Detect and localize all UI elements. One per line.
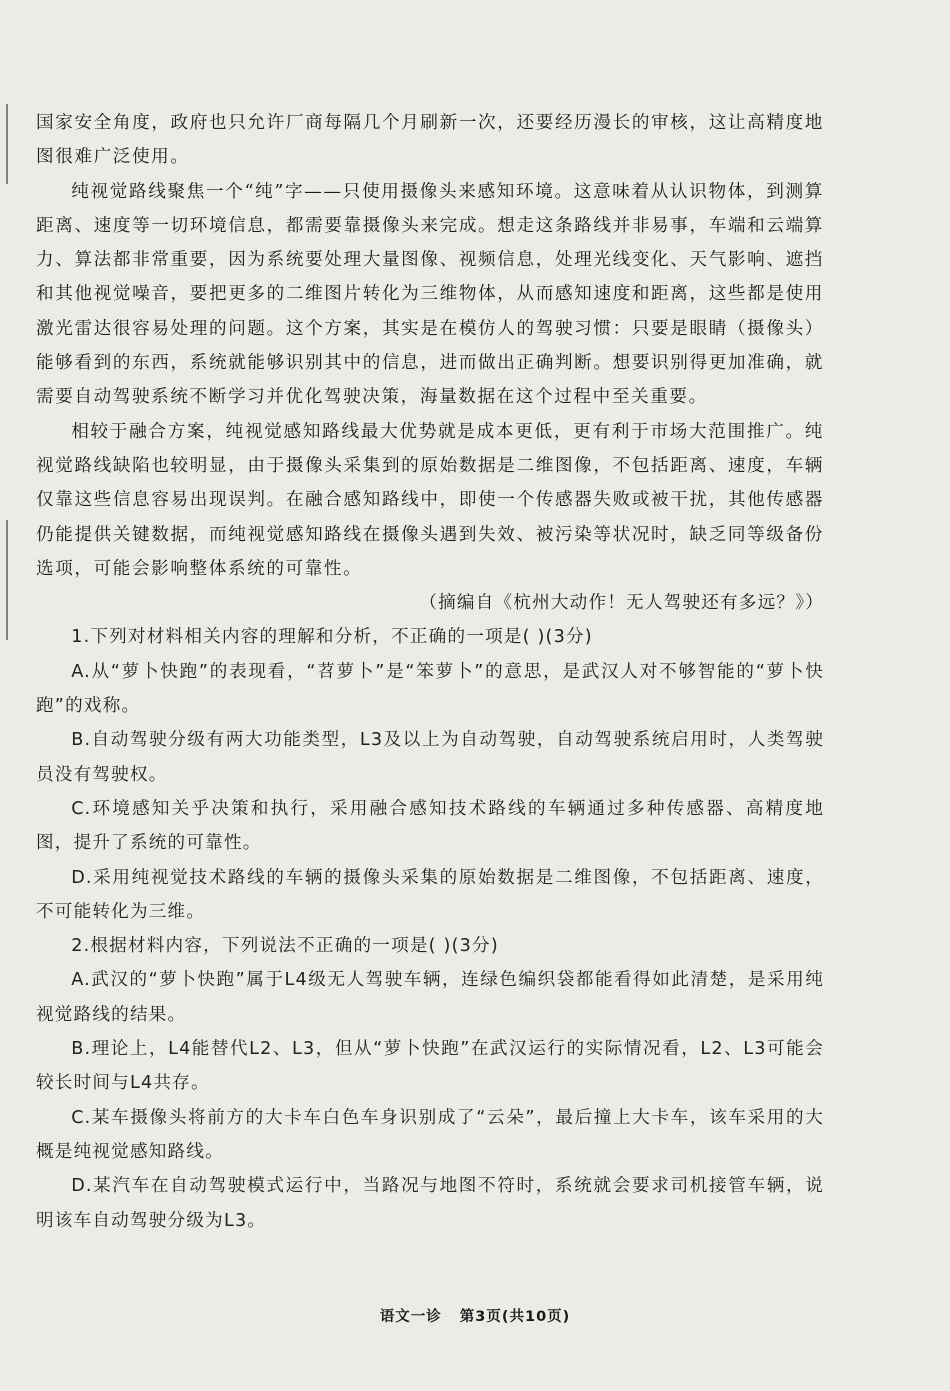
footer-page-number: 第3页(共10页) xyxy=(459,1309,571,1325)
question-option: C.环境感知关乎决策和执行，采用融合感知技术路线的车辆通过多种传感器、高精度地图，提升了系统的可靠性。 xyxy=(36,798,824,854)
page-content xyxy=(36,106,824,1238)
question-option: D.某汽车在自动驾驶模式运行中，当路况与地图不符时，系统就会要求司机接管车辆，说明该车自动驾驶分级为L3。 xyxy=(36,1176,824,1231)
question-stem: 1.下列对材料相关内容的理解和分析，不正确的一项是( )(3分) xyxy=(71,627,593,648)
footer-subject: 语文一诊 xyxy=(379,1309,442,1325)
question-stem: 2.根据材料内容，下列说法不正确的一项是( )(3分) xyxy=(71,936,499,957)
page-footer xyxy=(0,1305,950,1326)
question-option: A.武汉的“萝卜快跑”属于L4级无人驾驶车辆，连绿色编织袋都能看得如此清楚，是采用纯视觉路线的结果。 xyxy=(36,970,824,1025)
question-option: C.某车摄像头将前方的大卡车白色车身识别成了“云朵”，最后撞上大卡车，该车采用的大概是纯视觉感知路线。 xyxy=(36,1107,824,1162)
question-option: B.自动驾驶分级有两大功能类型，L3及以上为自动驾驶，自动驾驶系统启用时，人类驾驶员没有驾驶权。 xyxy=(36,730,824,785)
question-option: A.从“萝卜快跑”的表现看，“苕萝卜”是“笨萝卜”的意思，是武汉人对不够智能的“萝卜快跑”的戏称。 xyxy=(36,661,824,717)
question-option: B.理论上，L4能替代L2、L3，但从“萝卜快跑”在武汉运行的实际情况看，L2、L3可能会较长时间与L4共存。 xyxy=(36,1039,824,1094)
article-paragraph: 相较于融合方案，纯视觉感知路线最大优势就是成本更低，更有利于市场大范围推广。纯视觉路线缺陷也较明显，由于摄像头采集到的原始数据是二维图像，不包括距离、速度，车辆仅靠这些信息容易出现误判。在融合感知路线中，即使一个传感器失败或被干扰，其他传感器仍能提供关键数据，而纯视觉感知路线在摄像头遇到失效、被污染等状况时，缺乏同等级备份选项，可能会影响整体系统的可靠性。 xyxy=(36,421,824,579)
article-paragraph: 纯视觉路线聚焦一个“纯”字——只使用摄像头来感知环境。这意味着从认识物体，到测算距离、速度等一切环境信息，都需要靠摄像头来完成。想走这条路线并非易事，车端和云端算力、算法都非常重要，因为系统要处理大量图像、视频信息，处理光线变化、天气影响、遮挡和其他视觉噪音，要把更多的二维图片转化为三维物体，从而感知速度和距离，这些都是使用激光雷达很容易处理的问题。这个方案，其实是在模仿人的驾驶习惯：只要是眼睛（摄像头）能够看到的东西，系统就能够识别其中的信息，进而做出正确判断。想要识别得更加准确，就需要自动驾驶系统不断学习并优化驾驶决策，海量数据在这个过程中至关重要。 xyxy=(36,181,824,408)
question-option: D.采用纯视觉技术路线的车辆的摄像头采集的原始数据是二维图像，不包括距离、速度，不可能转化为三维。 xyxy=(36,867,824,922)
scan-edge-mark xyxy=(6,520,8,640)
article-paragraph-continuation: 国家安全角度，政府也只允许厂商每隔几个月刷新一次，还要经历漫长的审核，这让高精度地图很难广泛使用。 xyxy=(36,113,824,168)
article-source: （摘编自《杭州大动作！无人驾驶还有多远？》） xyxy=(419,593,824,614)
scan-edge-mark xyxy=(6,104,8,184)
